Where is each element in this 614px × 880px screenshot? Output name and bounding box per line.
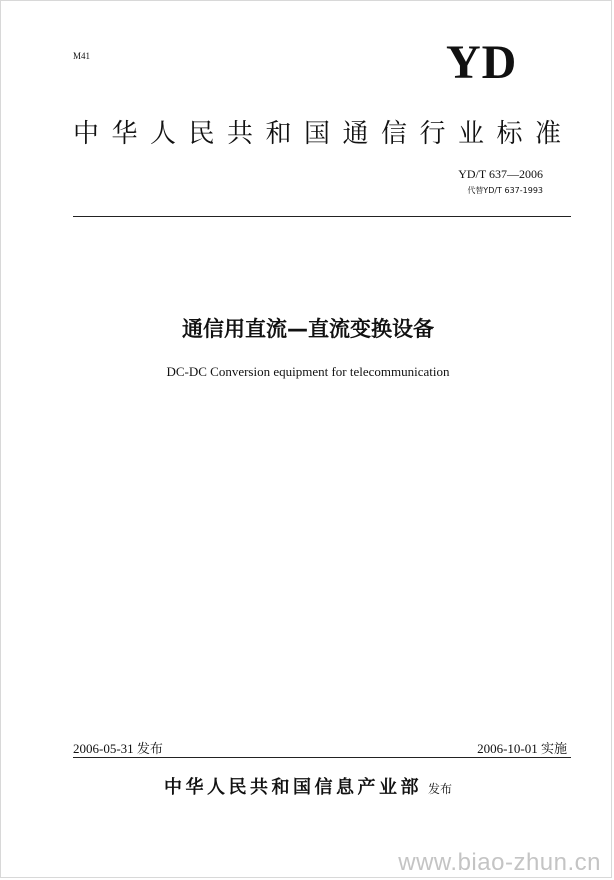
implementation-date: 2006-10-01 实施 (477, 741, 567, 756)
header-divider (73, 216, 571, 217)
title-english: DC-DC Conversion equipment for telecommunication (166, 364, 450, 379)
title-chinese: 通信用直流—直流变换设备 (182, 317, 434, 341)
issuer-name: 中华人民共和国信息产业部 (163, 777, 422, 798)
replaces-standard: 代替YD/T 637-1993 (467, 186, 543, 195)
classification-code: M41 (73, 51, 91, 61)
footer-divider (73, 757, 571, 758)
issue-date: 2006-05-31 发布 (73, 741, 163, 756)
watermark-text: www.biao-zhun.cn (398, 849, 601, 876)
standard-number: YD/T 637—2006 (458, 167, 543, 181)
issue-verb: 发布 (427, 782, 452, 796)
yd-logo: YD (446, 36, 518, 89)
organization-header: 中华人民共和国通信行业标准 (73, 119, 574, 149)
issuer-line (1, 773, 614, 799)
